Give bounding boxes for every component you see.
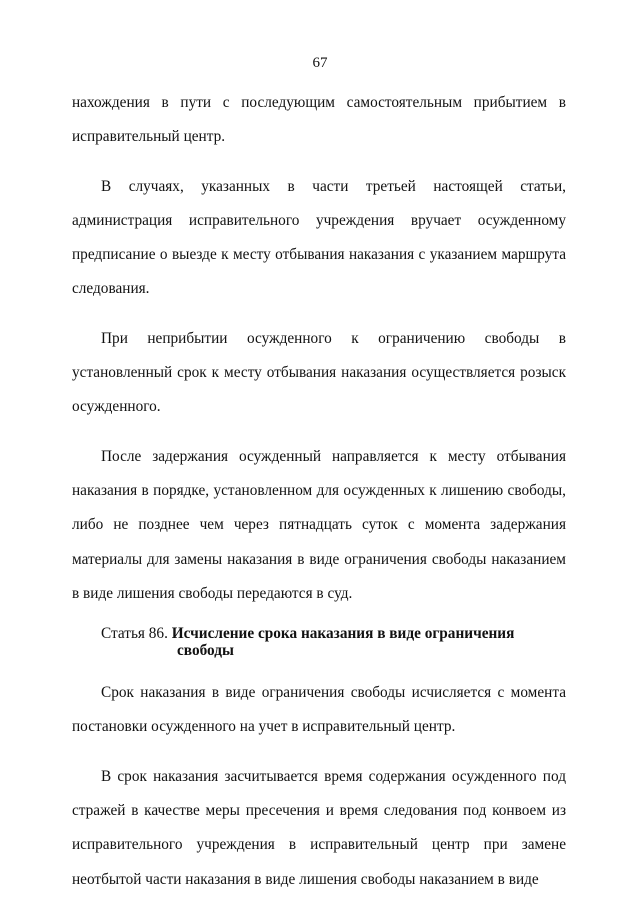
article-number: Статья 86. bbox=[101, 625, 168, 643]
paragraph-continuation: нахождения в пути с последующим самостоятельным прибытием в исправительный центр. bbox=[72, 94, 566, 146]
paragraph-search: При неприбытии осужденного к ограничению свободы в установленный срок к месту отбывания наказания осуществляется розыск осужденного. bbox=[72, 329, 566, 416]
paragraph-term-start: Срок наказания в виде ограничения свободы исчисляется с момента постановки осужденного на учет в исправительный центр. bbox=[72, 684, 566, 736]
article-title: Исчисление срока наказания в виде ограничения bbox=[171, 625, 515, 643]
page-number: 67 bbox=[312, 55, 328, 71]
paragraph-detention: После задержания осужденный направляется к месту отбывания наказания в порядке, установленном для осужденных к лишению свободы, либо не позднее чем через пятнадцать суток с момента задержания материалы для замены наказания в виде ограничения свободы наказанием в виде лишения свободы передаются в суд. bbox=[72, 447, 566, 602]
paragraph-term-credit: В срок наказания засчитывается время содержания осужденного под стражей в качестве меры пресечения и время следования под конвоем из исправительного учреждения в исправительный центр при замене неотбытой части наказания в виде лишения свободы наказанием в виде bbox=[72, 767, 566, 888]
article-heading bbox=[72, 625, 566, 659]
document-body bbox=[72, 86, 566, 897]
article-title-continuation: свободы bbox=[177, 642, 234, 660]
paragraph-prescription: В случаях, указанных в части третьей настоящей статьи, администрация исправительного учреждения вручает осужденному предписание о выезде к месту отбывания наказания с указанием маршрута следования. bbox=[72, 177, 566, 298]
